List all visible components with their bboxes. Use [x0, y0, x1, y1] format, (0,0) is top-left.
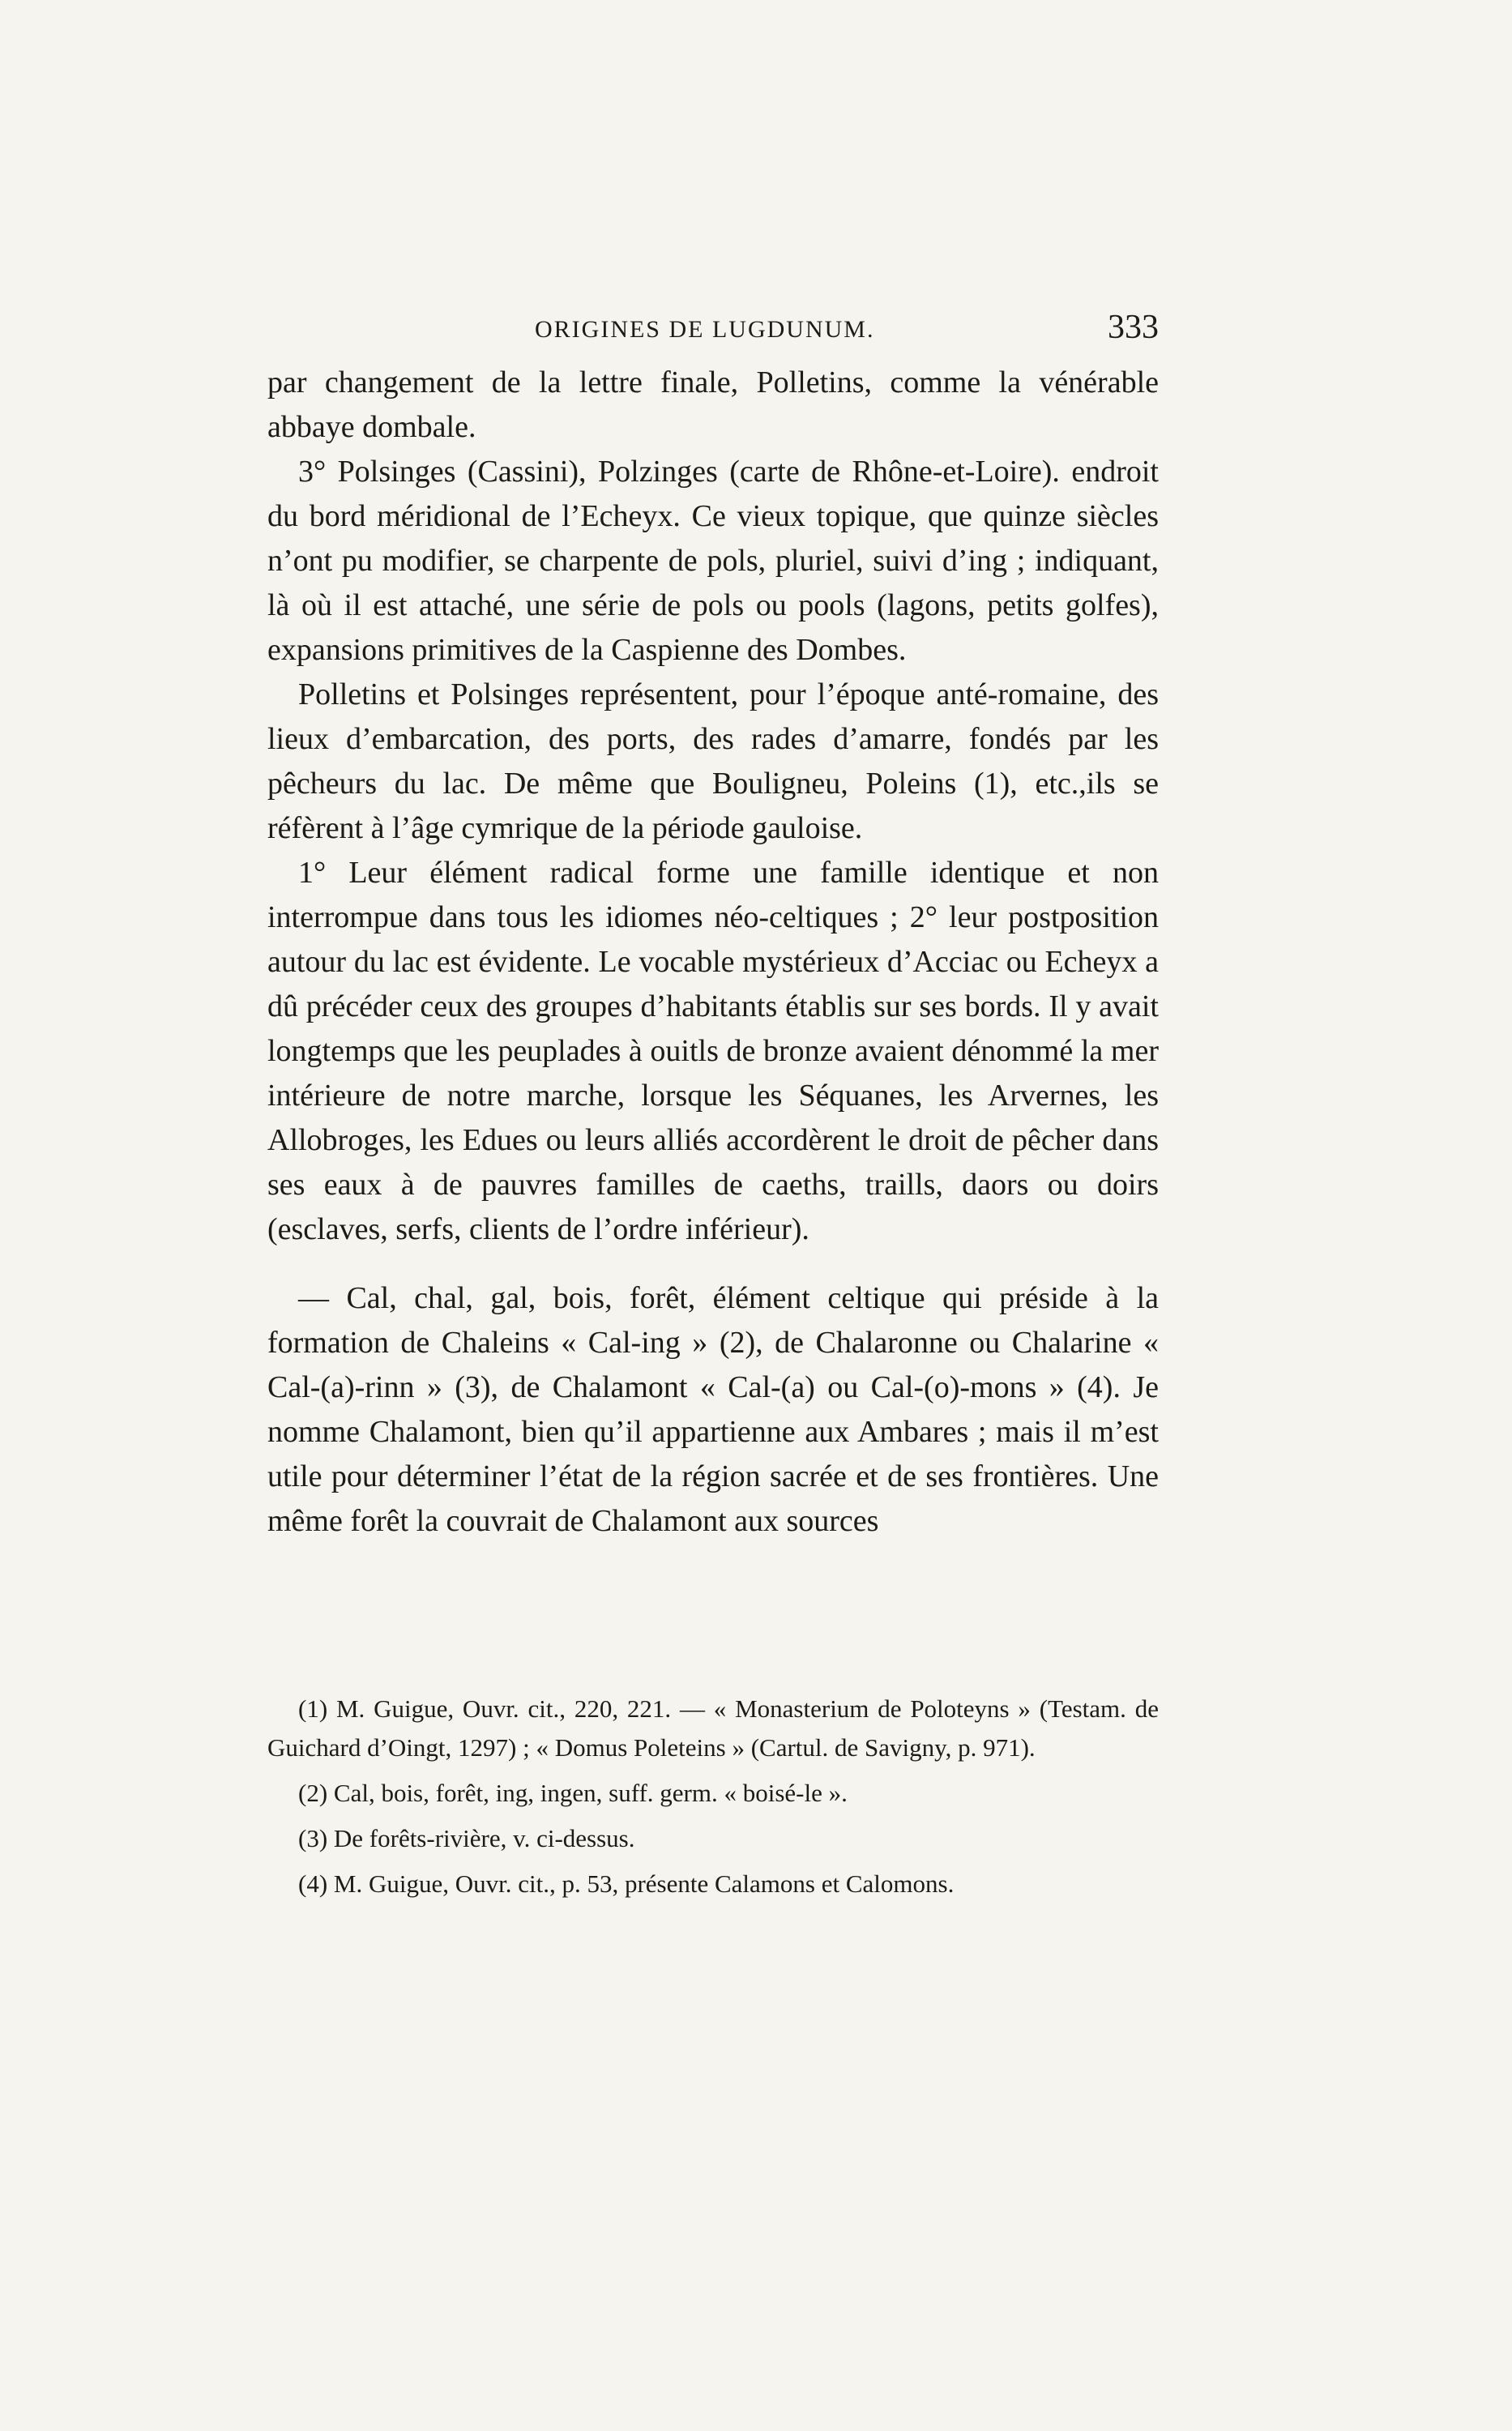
paragraph-4: 1° Leur élément radical forme une famille identique et non interrompue dans tous les idiomes néo-celtiques ; 2° leur postposition autour du lac est évidente. Le vocable mystérieux d’Acciac ou Echeyx a dû précéder ceux des groupes d’habitants établis sur ses bords. Il y avait longtemps que les peuplades à ouitls de bronze avaient dénommé la mer intérieure de notre marche, lorsque les Séquanes, les Arvernes, les Allobroges, les Edues ou leurs alliés accordèrent le droit de pêcher dans ses eaux à de pauvres familles de caeths, traills, daors ou doirs (esclaves, serfs, clients de l’ordre inférieur). [267, 856, 1159, 1246]
footnote-4: (4) M. Guigue, Ouvr. cit., p. 53, présente Calamons et Calomons. [298, 1869, 955, 1898]
footnotes [267, 1690, 1159, 1910]
paragraph-1: par changement de la lettre finale, Polletins, comme la vénérable abbaye dombale. [267, 365, 1159, 444]
paragraph-3: Polletins et Polsinges représentent, pour l’époque anté-romaine, des lieux d’embarcation, des ports, des rades d’amarre, fondés par les pêcheurs du lac. De même que Bouligneu, Poleins (1), etc.,ils se réfèrent à l’âge cymrique de la période gauloise. [267, 677, 1159, 845]
paragraph-5: — Cal, chal, gal, bois, forêt, élément celtique qui préside à la formation de Chaleins « Cal-ing » (2), de Chalaronne ou Chalarine « Cal-(a)-rinn » (3), de Chalamont « Cal-(a) ou Cal-(o)-mons » (4). Je nomme Chalamont, bien qu’il appartienne aux Ambares ; mais il m’est utile pour déterminer l’état de la région sacrée et de ses frontières. Une même forêt la couvrait de Chalamont aux sources [267, 1281, 1159, 1538]
footnote-2: (2) Cal, bois, forêt, ing, ingen, suff. germ. « boisé-le ». [298, 1779, 848, 1807]
footnote-3: (3) De forêts-rivière, v. ci-dessus. [298, 1824, 635, 1852]
footnote-1: (1) M. Guigue, Ouvr. cit., 220, 221. — « Monasterium de Poloteyns » (Testam. de Guichard d’Oingt, 1297) ; « Domus Poleteins » (Cartul. de Savigny, p. 971). [267, 1694, 1159, 1762]
paragraph-2: 3° Polsinges (Cassini), Polzinges (carte de Rhône-et-Loire). endroit du bord méridional de l’Echeyx. Ce vieux topique, que quinze siècles n’ont pu modifier, se charpente de pols, pluriel, suivi d’ing ; indiquant, là où il est attaché, une série de pols ou pools (lagons, petits golfes), expansions primitives de la Caspienne des Dombes. [267, 455, 1159, 667]
page-number: 333 [1108, 309, 1159, 346]
running-title: ORIGINES DE LUGDUNUM. [535, 316, 875, 343]
main-text [267, 361, 1159, 1544]
page-header [267, 308, 1159, 357]
